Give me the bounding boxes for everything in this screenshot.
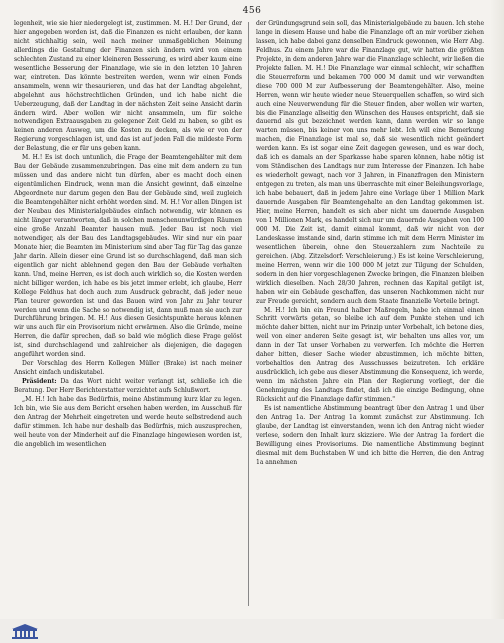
left-paragraph-3: Der Vorschlag des Herrn Kollegen Müller (Brake) ist nach meiner Ansicht einfach undiskutabel. xyxy=(14,360,242,377)
left-paragraph-tail: „M. H.! Ich habe das Bedürfnis, meine Abstimmung kurz klar zu legen. Ich bin, wie Sie aus dem Bericht ersehen haben werden, im Ausschuß für den Antrag der Mehrheit eingetreten und werde heute selbstredend auch dafür stimmen. Ich habe nur deshalb das Bedürfnis, mich auszusprechen, weil heute von der Minderheit auf die Finanzlage hingewiesen worden ist, die angeblich im wesentlichen xyxy=(14,396,242,448)
speaker-label: Präsident: xyxy=(22,378,57,386)
president-paragraph xyxy=(14,378,242,396)
right-column xyxy=(256,20,484,468)
right-paragraph-2: M. H.! Ich bin ein Freund halber Maßregeln, habe ich einmal einen Schritt vorwärts getan, so bleibe ich auf dem Punkte stehen und ich möchte daher bitten, nicht nur im Prinzip unter Vorbehalt, ich betone dies, weil von einer anderen Seite gesagt ist, wir behalten uns alles vor, um dann in der Tat unser Vorhaben zu verwerfen. Ich möchte die Herren daher bitten, dieser Sache wieder abzustimmen, ich möchte bitten, vorbehaltlos den Antrag des Ausschusses beizutreten. Ich erkläre ausdrücklich, ich gebe aus dieser Abstimmung die Konsequenz, ich werde, wenn im nächsten Jahre ein Plan der Regierung vorliegt, der die Genehmigung des Landtags findet, daß ich die einzige Bedingung, ohne Rücksicht auf die Finanzlage dafür stimmen." xyxy=(256,306,485,404)
right-paragraph-3: Es ist namentliche Abstimmung beantragt über den Antrag 1 und über den Antrag 1a. Der Antrag 1a kommt zunächst zur Abstimmung. Ich glaube, der Landtag ist einverstanden, wenn ich den Antrag nicht wieder verlese, sodern den Inhalt kurz skizziere. Wie der Antrag 1a fordert die Bewilligung eines Provisoriums. Die namentliche Abstimmung beginnt diesmal mit dem Buchstaben W und ich bitte die Herren, die den Antrag 1a annehmen xyxy=(256,404,484,466)
left-column xyxy=(14,20,242,450)
left-paragraph-1: legenheit, wie sie hier niedergelegt ist, zustimmen. M. H.! Der Grund, der hier angegeben worden ist, daß die Finanzen es nicht erlauben, der kann nicht stichhaltig sein, weil nach meiner unmaßgeblichen Meinung allerdings die Gestaltung der Finanzen sich ändern wird von einem schlechten Zustand zu einer kleineren Besserung, es wird aber kaum eine wesentliche Besserung der Finanzlage, wie sie in den letzten 10 Jahren war, eintreten. Das könnte bestreiten werden, wenn wir einen Fonds ansammeln, wenn wir thesaurieren, und das hat der Landtag abgelehnt, abgelehnt aus höchstrechtlichen Gründen, und ich habe nicht die Ueberzeugung, daß der Landtag in der nächsten Zeit seine Ansicht darin ändern wird. Aber wollen wir nicht ansammeln, um für solche notwendigen Extraausgaben zu gelegener Zeit Geld zu haben, so gibt es keinen anderen Ausweg, um die Kosten zu decken, als wie er von der Regierung vorgeschlagen ist, und das ist auf jeden Fall die mildeste Form der Belastung, die er für uns geben kann. xyxy=(14,20,242,153)
library-building-logo-icon xyxy=(10,623,40,639)
left-paragraph-2: M. H.! Es ist doch untunlich, die Frage der Beamtengehälter mit dem Bau der Gebäude zusammenzubringen. Das eine mit dem andern zu tun müssen und das andere nicht tun dürfen, aber es macht doch einen eigentümlichen Eindruck, wenn man die Ansicht gewinnt, daß einzelne Abgeordnete nur darum gegen den Bau der Gebäude sind, weil zugleich die Beamtengehälter nicht erhöht worden sind. M. H.! Vor allen Dingen ist der Neubau des Ministerialgebäudes einfach notwendig, wir können es nicht länger verantworten, daß in solchen menschenunwürdigen Räumen eine große Anzahl Beamter hausen muß. Jeder Bau ist noch viel notwendiger, als der Bau des Landtagsgebäudes. Wir sind nur ein paar Monate hier, die Beamten im Ministerium sind aber Tag für Tag das ganze Jahr darin. Allein dieser eine Grund ist so durchschlagend, daß man sich eigentlich gar nicht ablehnend gegen den Bau der Gebäude verhalten kann. Und, meine Herren, es ist doch auch wirklich so, die Kosten werden nicht billiger werden, ich habe es bis jetzt immer erlebt, ich glaube, Herr Kollege Feldhus hat doch auch zum Ausdruck gebracht, daß jeder neue Plan teurer geworden ist und das Bauen wird von Jahr zu Jahr teurer werden und wenn die Sache so notwendig ist, dann muß man sie auch zur Durchführung bringen. M. H.! Aus diesen Gesichtspunkte heraus können wir uns auch für ein Provisorium nicht erwärmen. Also die Gründe, meine Herren, die dafür sprechen, daß so bald wie möglich diese Frage gelöst ist, sind durchschlagend und zahlreicher als diejenigen, die dagegen angeführt worden sind. xyxy=(14,154,242,359)
right-paragraph-1: der Gründungsgrund sein soll, das Ministerialgebäude zu bauen. Ich stehe lange in diesem Hause und habe die Finanzlage oft an mir vorüber ziehen lassen, ich habe dabei ganz denselben Eindruck gewonnen, wie Herr Abg. Feldhus. Zu einem Jahre war die Finanzlage gut, wir hatten die größten Projekte, in dem anderen Jahre war die Finanzlage schlecht, wir ließen die Projekte fallen. M. H.! Die Finanzlage war einmal schlecht, wir schafften die Steuerreform und bekamen 700 000 M damit und wir verwandten diese 700 000 M zur Aufbesserung der Beamtengehälter. Also, meine Herren, wenn wir heute wieder neue Steuerquellen schaffen, so wird sich auch eine Neuverwendung für die Steuer finden, aber wollen wir warten, bis die Finanzlage allseitig den Wünschen des Hauses entspricht, daß sie dauernd als gut bezeichnet werden kann, dann werden wir so lange warten müssen, bis keiner von uns mehr lebt. Ich will eine Bemerkung machen, die Finanzlage ist mal so, daß sie wesentlich nicht geändert werden kann. Es ist sogar eine Zeit dagegen gewesen, und es war doch, daß ich es damals an der Sparkasse habe sparen können, habe nötig ist vom Ständischen des Landtags nur zum Interesse der Finanzen. Ich habe es wiederholt gewagt, nach vor 3 Jahren, in Finanzfragen den Ministern entgegen zu treten, als man uns überraschte mit einer Beleihungsvorlage, ich habe bebauert, daß in jedem Jahre eine Vorlage über 1 Million Mark dauernde Ausgaben für Beamtengehalte an den Landtag gekommen ist. Hier, meine Herren, handelt es sich aber nicht um dauernde Ausgaben von 1 Millionen Mark, es handelt sich nur um dauernde Ausgaben von 100 000 M. Die Zeit ist, damit einmal kommt, daß wir nicht von der Landeskasse imstande sind, darin stimme ich mit dem Herrn Minister im wesentlichen überein, ohne den Steuerzahlern zum Nachteile zu gereichen. (Abg. Zitzelsdorf: Verschleierung.) Es ist keine Verschleierung, meine Herren, wenn wir die 100 000 M jetzt zur Tilgung der Schulden, sodern in den hier vorgeschlagenen Zwecke bringen, die Finanzen bleiben wirklich dieselben. Nach 28/30 Jahren, rechnen das Kapital getilgt ist, haben wir ein Gebäude geschaffen, das unseren Nachkommen nicht nur zur Freude gereicht, sondern auch dem Staate finanzielle Vorteile bringt. xyxy=(256,20,484,305)
page-number: 456 xyxy=(242,6,262,16)
page-edge-shadow xyxy=(490,0,504,643)
president-text: Da das Wort nicht weiter verlangt ist, schließe ich die Beratung. Der Herr Berichterstatter verzichtet aufs Schlußwort. xyxy=(14,378,242,395)
column-divider xyxy=(248,22,249,606)
footer-bar xyxy=(0,619,504,643)
